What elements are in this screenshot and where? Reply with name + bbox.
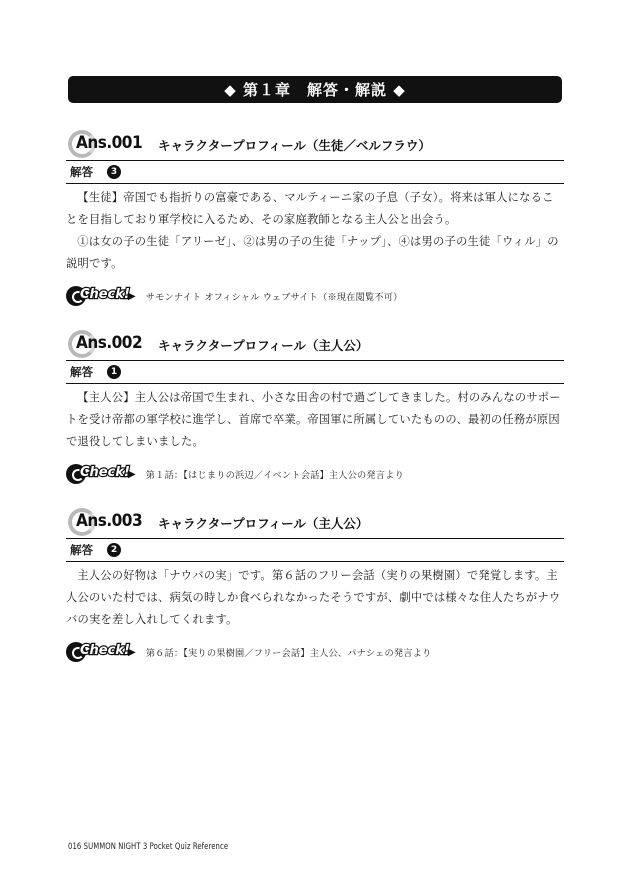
answer-label: 解答 [70, 543, 93, 557]
check-source: サモンナイト オフィシャル ウェブサイト（※現在閲覧不可） [145, 292, 403, 303]
answer-section-001 [66, 128, 564, 307]
explanation-paragraph: 【生徒】帝国でも指折りの富豪である、マルティーニ家の子息（子女）。将来は軍人になることを目指しており軍学校に入るため、その家庭教師となる主人公と出会う。 [66, 191, 554, 226]
answer-label: 解答 [70, 165, 93, 179]
answer-title: キャラクタープロフィール（主人公） [158, 338, 369, 353]
chapter-title-bar [68, 76, 562, 103]
check-source: 第１話：【はじまりの浜辺／イベント会話】主人公の発言より [145, 470, 404, 481]
explanation [66, 384, 564, 453]
explanation-paragraph: ①は女の子の生徒「アリーゼ」、②は男の子の生徒「ナップ」、④は男の子の生徒「ウィル」の説明です。 [66, 235, 559, 270]
check-label: Check! [80, 643, 130, 658]
explanation [66, 184, 564, 275]
explanation-paragraph: 【主人公】主人公は帝国で生まれ、小さな田舎の村で過ごしてきました。村のみんなのサポートを受け帝都の軍学校に進学し、首席で卒業。帝国軍に所属していたものの、最初の任務が原因で退役してしまいました。 [66, 391, 561, 448]
ans-logo [68, 506, 143, 538]
ans-number: .002 [106, 333, 143, 353]
ans-word: Ans [76, 333, 107, 353]
play-arrow-icon: ▶ [128, 290, 136, 302]
answer-row [66, 361, 564, 383]
ans-logo [68, 128, 143, 160]
answer-label: 解答 [70, 365, 93, 379]
check-badge-icon [66, 641, 130, 663]
check-row [66, 285, 564, 307]
play-arrow-icon: ▶ [128, 468, 136, 480]
check-source: 第６話：【実りの果樹園／フリー会話】主人公、パナシェの発言より [145, 648, 432, 659]
explanation [66, 562, 564, 631]
answer-header [66, 328, 564, 360]
check-label: Check! [80, 287, 130, 302]
ans-word: Ans [76, 511, 107, 531]
explanation-paragraph: 主人公の好物は「ナウバの実」です。第６話のフリー会話（実りの果樹園）で発覚します。主人公のいた村では、病気の時しか食べられなかったそうですが、劇中では様々な住人たちがナウバの実を差し入れしてくれます。 [66, 569, 561, 626]
answer-header [66, 506, 564, 538]
answer-row [66, 161, 564, 183]
check-badge-icon [66, 463, 130, 485]
play-arrow-icon: ▶ [128, 646, 136, 658]
answer-section-003 [66, 506, 564, 663]
ans-number: .001 [106, 133, 143, 153]
page-footer: 016 SUMMON NIGHT 3 Pocket Quiz Reference [68, 842, 229, 852]
check-label: Check! [80, 465, 130, 480]
answer-section-002 [66, 328, 564, 485]
check-row [66, 463, 564, 485]
answer-title: キャラクタープロフィール（生徒／ベルフラウ） [158, 138, 431, 153]
answer-number-badge: 2 [107, 543, 121, 557]
ans-logo [68, 328, 143, 360]
check-row [66, 641, 564, 663]
answer-row [66, 539, 564, 561]
answer-number-badge: 3 [107, 165, 121, 179]
check-badge-icon [66, 285, 130, 307]
ans-word: Ans [76, 133, 107, 153]
ans-number: .003 [106, 511, 143, 531]
chapter-title: ◆ 第１章 解答・解説 ◆ [224, 81, 406, 99]
answer-header [66, 128, 564, 160]
answer-number-badge: 1 [107, 365, 121, 379]
answer-title: キャラクタープロフィール（主人公） [158, 516, 369, 531]
